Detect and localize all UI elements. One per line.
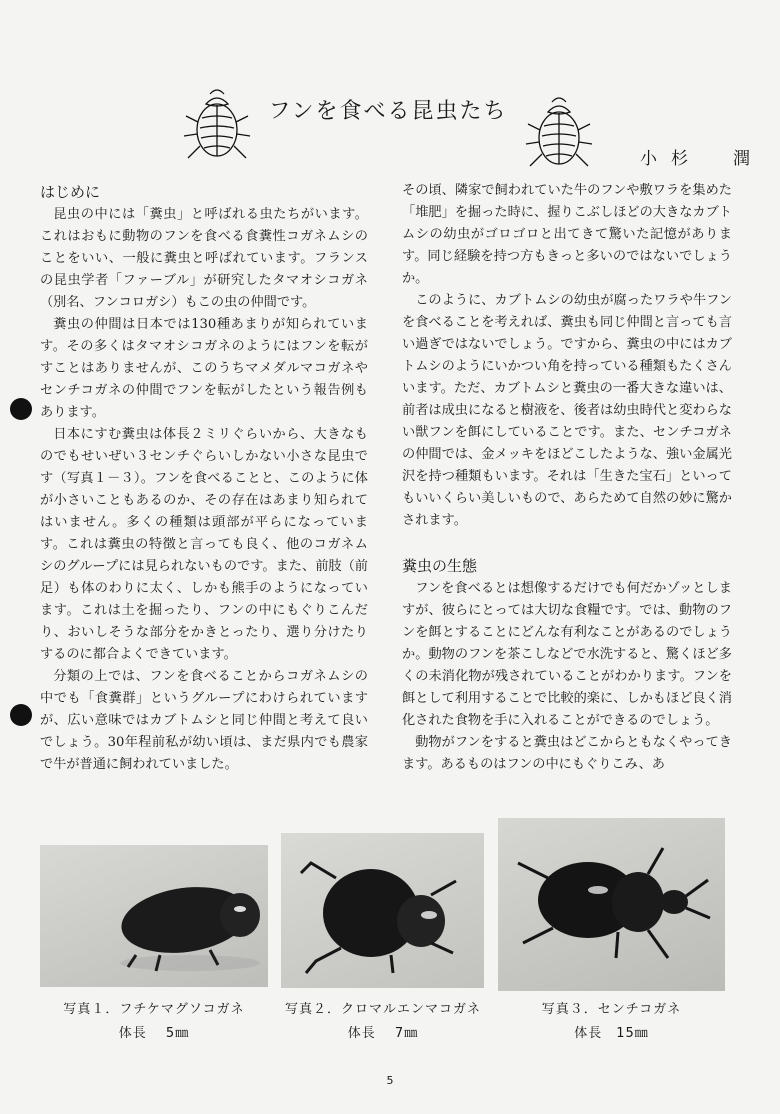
paragraph: 分類の上では、フンを食べることからコガネムシの中でも「食糞群」というグループにわけられていますが、広い意味ではカブトムシと同じ仲間と考えて良いでしょう。30年程前私が幼い頃は、まだ県内でも農家で牛が普通に飼われていました。	[40, 669, 368, 772]
article-title: フンを食べる昆虫たち	[268, 99, 508, 124]
caption-title: 写真３．センチコガネ	[541, 1002, 682, 1017]
beetle-photo-icon	[40, 845, 268, 987]
paragraph: 糞虫の仲間は日本では130種あまりが知られています。その多くはタマオシコガネのようにはフンを転がすことはありませんが、このうちマメダルマコガネやセンチコガネの仲間でフンを転がしたという報告例もあります。	[40, 317, 368, 420]
paragraph: 動物がフンをすると糞虫はどこからともなくやってきます。あるものはフンの中にもぐりこみ、あ	[402, 735, 732, 772]
section-heading-intro: はじめに	[40, 183, 101, 201]
punch-hole	[10, 704, 32, 726]
right-column	[402, 180, 732, 776]
beetle-photo-3	[498, 818, 725, 991]
page-number: 5	[386, 1074, 394, 1087]
photo-caption-3	[498, 998, 725, 1046]
beetle-illustration-icon	[522, 86, 596, 172]
paragraph: このように、カブトムシの幼虫が腐ったワラや牛フンを食べることを考えれば、糞虫も同じ仲間と言っても言い過ぎではないでしょう。ですから、糞虫の中にはカブトムシのようにいかつい角を持っている種類もたくさんいます。ただ、カブトムシと糞虫の一番大きな違いは、前者は成虫になると樹液を、後者は幼虫時代と変わらない獣フンを餌にしていることです。また、センチコガネの仲間では、金メッキをほどこしたような、強い金属光沢を持つ種類もいます。それは「生きた宝石」といってもいいくらい美しいもので、あらためて自然の妙に驚かされます。	[402, 293, 732, 528]
caption-title: 写真１．フチケマグソコガネ	[63, 1002, 245, 1017]
photo-caption-1	[40, 998, 268, 1046]
caption-size: 体長 5㎜	[118, 1026, 190, 1041]
paragraph: その頃、隣家で飼われていた牛のフンや敷ワラを集めた「堆肥」を掘った時に、握りこぶしほどの大きなカブトムシの幼虫がゴロゴロと出てきて驚いた記憶があります。同じ経験を持つ方もきっと多いのではないでしょうか。	[402, 183, 732, 286]
photo-caption-2	[273, 998, 493, 1046]
section-heading-ecology: 糞虫の生態	[402, 557, 478, 575]
author-name: 小杉 潤	[640, 149, 764, 169]
caption-size: 体長 7㎜	[347, 1026, 419, 1041]
beetle-photo-icon	[498, 818, 725, 991]
beetle-photo-icon	[281, 833, 484, 988]
beetle-photo-1	[40, 845, 268, 987]
caption-size: 体長 15㎜	[574, 1026, 649, 1041]
paragraph: 日本にすむ糞虫は体長２ミリぐらいから、大きなものでもせいぜい３センチぐらいしかない小さな昆虫です（写真１－３）。フンを食べることと、このように体が小さいこともあるのか、その存在はあまり知られてはいません。多くの種類は頭部が平らになっています。これは糞虫の特徴と言っても良く、他のコガネムシのグループには見られないものです。また、前肢（前足）も体のわりに太く、しかも熊手のようになっています。これは土を掘ったり、フンの中にもぐりこんだり、おいしそうな部分をかきとったり、選り分けたりするのに都合よくできています。	[40, 427, 368, 662]
paragraph: 昆虫の中には「糞虫」と呼ばれる虫たちがいます。これはおもに動物のフンを食べる食糞性コガネムシのことをいい、一般に糞虫と呼ばれています。フランスの昆虫学者「ファーブル」が研究したタマオシコガネ（別名、フンコロガシ）もこの虫の仲間です。	[40, 207, 368, 310]
beetle-illustration-icon	[180, 78, 254, 164]
left-column	[40, 180, 368, 776]
beetle-photo-2	[281, 833, 484, 988]
punch-hole	[10, 398, 32, 420]
paragraph: フンを食べるとは想像するだけでも何だかゾッとしますが、彼らにとっては大切な食糧です。では、動物のフンを餌とすることにどんな有利なことがあるのでしょうか。動物のフンを茶こしなどで水洗すると、驚くほど多くの未消化物が残されていることがわかります。フンを餌として利用することで比較的楽に、しかもほど良く消化された食物を手に入れることができるのでしょう。	[402, 581, 732, 728]
caption-title: 写真２．クロマルエンマコガネ	[284, 1002, 481, 1017]
